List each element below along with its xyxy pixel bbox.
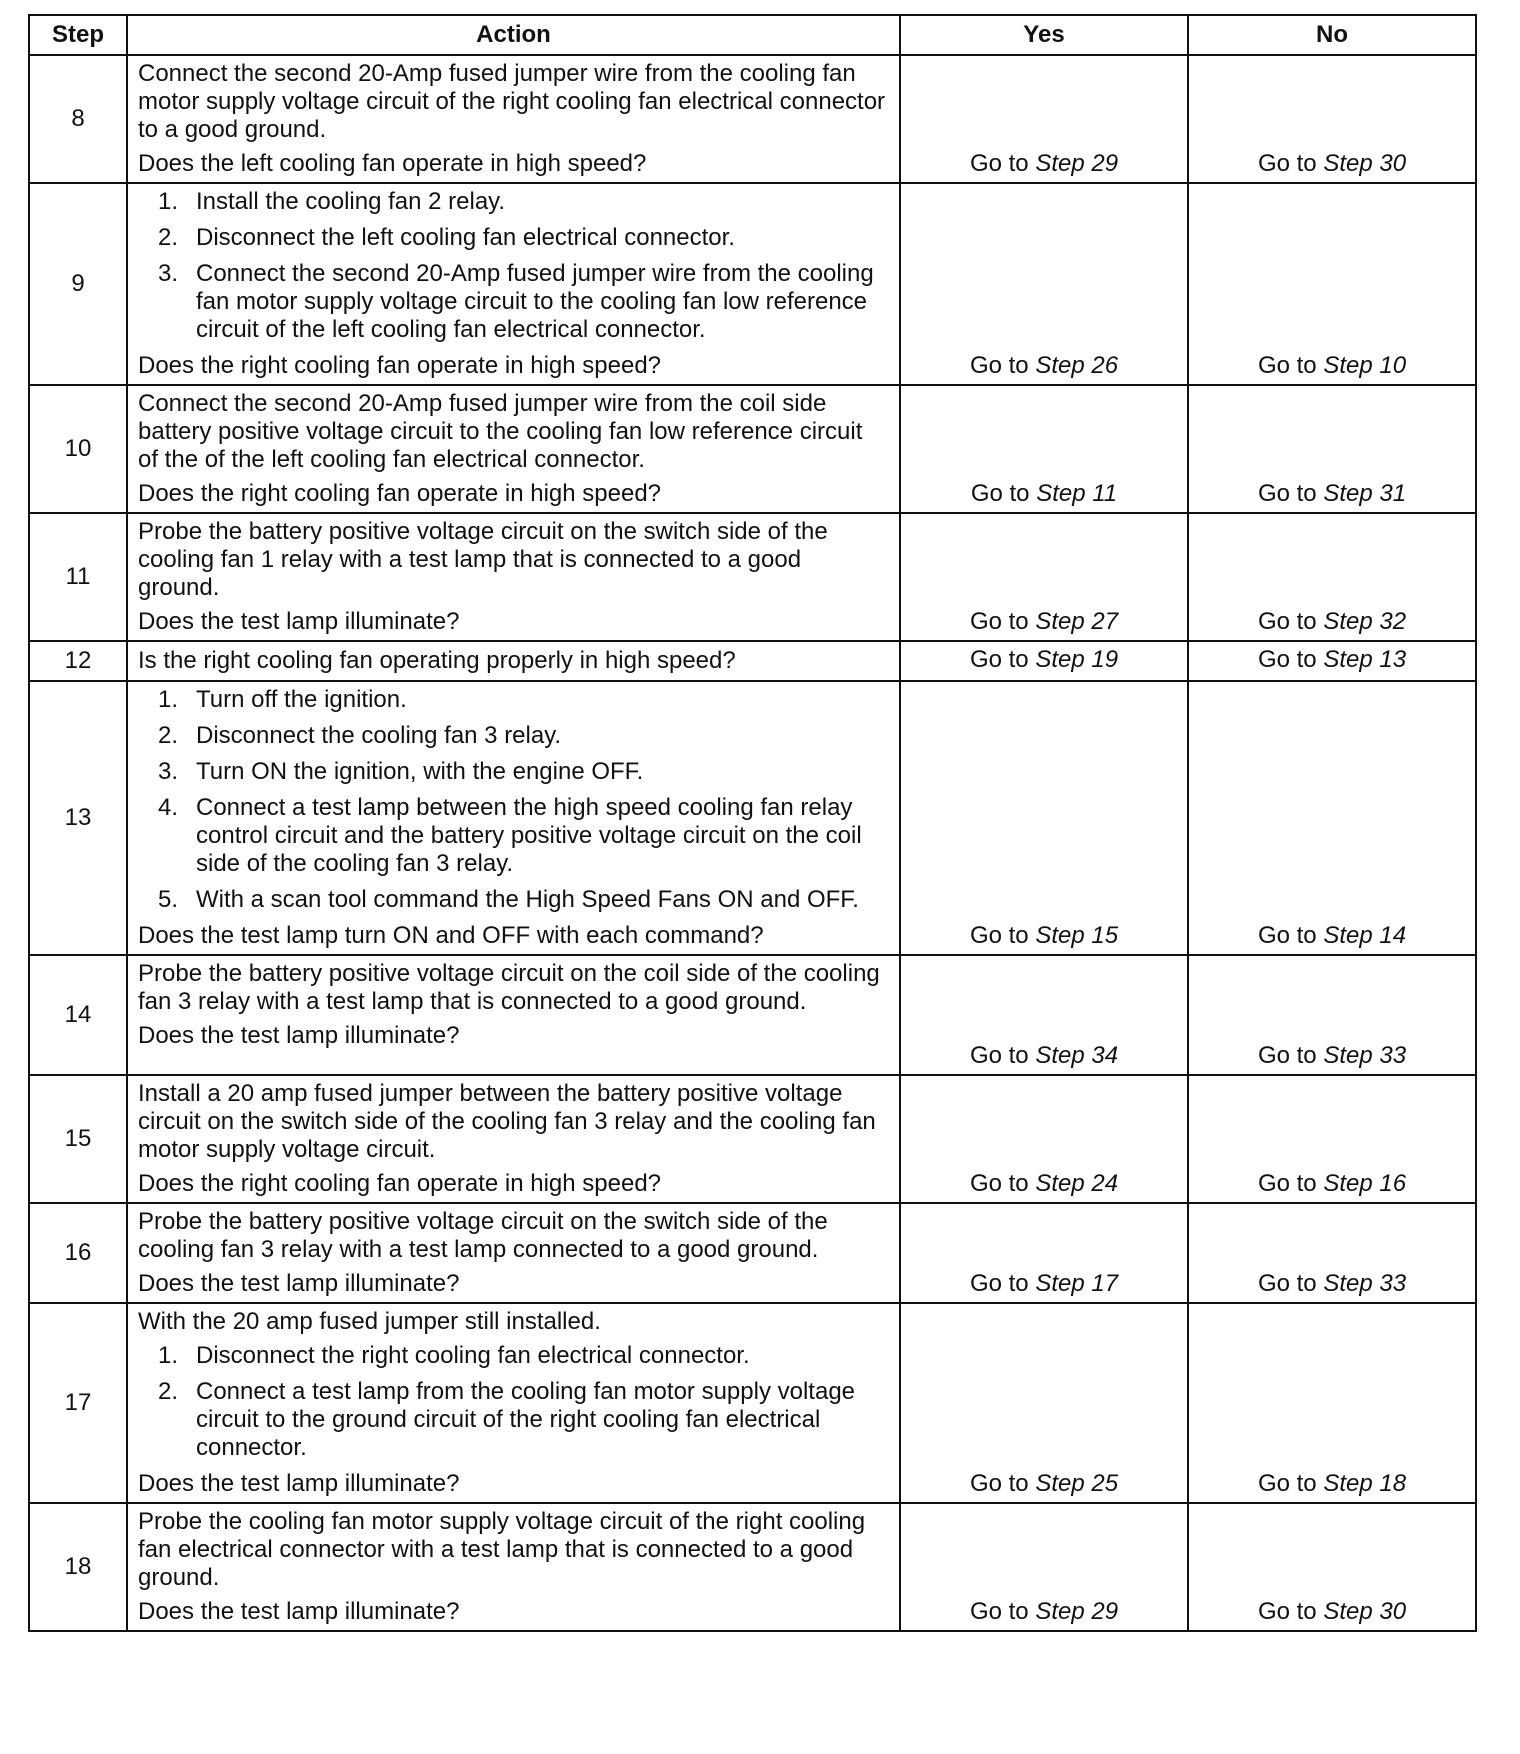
- table-body: [29, 55, 1476, 1631]
- goto-prefix: Go to: [969, 1598, 1029, 1625]
- table-row: [29, 1075, 1476, 1203]
- goto-step-link: [970, 352, 1118, 379]
- no-result-cell: [1188, 681, 1476, 955]
- goto-step-ref: Step 29: [1035, 1598, 1119, 1625]
- goto-step-link: [970, 1042, 1118, 1069]
- goto-prefix: Go to: [969, 922, 1029, 949]
- goto-step-link: [970, 646, 1118, 673]
- no-result-cell: [1188, 1503, 1476, 1631]
- yes-result-cell: [900, 1203, 1188, 1303]
- goto-step-ref: Step 13: [1323, 645, 1407, 673]
- table-row: [29, 183, 1476, 385]
- step-number: 18: [29, 1503, 127, 1631]
- goto-step-ref: Step 24: [1035, 1170, 1119, 1197]
- goto-step-link: [1258, 352, 1406, 379]
- action-question: Does the test lamp turn ON and OFF with each command?: [138, 922, 764, 949]
- table-row: [29, 1503, 1476, 1631]
- action-cell: [127, 183, 900, 385]
- action-cell: [127, 1075, 900, 1203]
- list-item: [138, 188, 889, 216]
- action-cell: [127, 641, 900, 681]
- goto-step-link: [970, 1470, 1118, 1497]
- list-item-number: 3.: [158, 260, 179, 287]
- goto-step-ref: Step 33: [1323, 1270, 1407, 1297]
- goto-step-link: [970, 922, 1118, 949]
- yes-result-cell: [900, 1303, 1188, 1503]
- action-instruction: Probe the cooling fan motor supply voltage circuit of the right cooling fan electrical connector with a test lamp that is connected to a good ground.: [138, 1508, 866, 1591]
- yes-result-cell: [900, 955, 1188, 1075]
- list-item-text: Connect a test lamp between the high speed cooling fan relay control circuit and the battery positive voltage circuit on the coil side of the cooling fan 3 relay.: [196, 794, 862, 877]
- goto-step-ref: Step 26: [1035, 352, 1119, 379]
- goto-step-ref: Step 10: [1323, 352, 1407, 379]
- goto-prefix: Go to: [969, 150, 1029, 177]
- no-result-cell: [1188, 513, 1476, 641]
- list-item-number: 4.: [158, 794, 179, 821]
- action-cell: [127, 681, 900, 955]
- yes-result-cell: [900, 641, 1188, 681]
- step-number: 8: [29, 55, 127, 183]
- goto-step-link: [970, 608, 1118, 635]
- goto-prefix: Go to: [1257, 645, 1317, 673]
- header-yes: Yes: [900, 15, 1188, 55]
- goto-prefix: Go to: [969, 1270, 1029, 1297]
- action-question: Does the test lamp illuminate?: [138, 1270, 460, 1297]
- list-item: [138, 1378, 889, 1462]
- no-result-cell: [1188, 641, 1476, 681]
- list-item-number: 2.: [158, 1378, 179, 1405]
- action-question: Does the test lamp illuminate?: [138, 608, 460, 635]
- no-result-cell: [1188, 385, 1476, 513]
- goto-step-link: [1258, 150, 1406, 177]
- goto-step-ref: Step 19: [1035, 645, 1119, 673]
- yes-result-cell: [900, 681, 1188, 955]
- action-question: Does the right cooling fan operate in high speed?: [138, 1170, 662, 1197]
- action-steps-list: [138, 1342, 889, 1462]
- step-number: 10: [29, 385, 127, 513]
- no-result-cell: [1188, 1075, 1476, 1203]
- list-item-text: Connect the second 20-Amp fused jumper wire from the cooling fan motor supply voltage circuit to the cooling fan low reference circuit of the left cooling fan electrical connector.: [196, 260, 874, 343]
- table-row: [29, 1303, 1476, 1503]
- action-instruction: Connect the second 20-Amp fused jumper wire from the cooling fan motor supply voltage circuit of the right cooling fan electrical connector to a good ground.: [138, 60, 886, 143]
- no-result-cell: [1188, 1303, 1476, 1503]
- goto-step-ref: Step 27: [1035, 608, 1119, 635]
- goto-prefix: Go to: [1257, 1270, 1317, 1297]
- goto-prefix: Go to: [969, 645, 1029, 673]
- list-item-text: Install the cooling fan 2 relay.: [196, 188, 506, 215]
- action-question: Does the test lamp illuminate?: [138, 1470, 460, 1497]
- yes-result-cell: [900, 513, 1188, 641]
- header-no: No: [1188, 15, 1476, 55]
- goto-prefix: Go to: [970, 480, 1030, 507]
- goto-step-link: [1258, 1170, 1406, 1197]
- action-question: Does the right cooling fan operate in high speed?: [138, 352, 662, 379]
- list-item-text: Connect a test lamp from the cooling fan motor supply voltage circuit to the ground circuit of the right cooling fan electrical connector.: [196, 1378, 856, 1461]
- action-cell: [127, 513, 900, 641]
- no-result-cell: [1188, 55, 1476, 183]
- list-item-number: 2.: [158, 722, 179, 749]
- goto-prefix: Go to: [969, 1470, 1029, 1497]
- goto-prefix: Go to: [1257, 480, 1317, 507]
- yes-result-cell: [900, 385, 1188, 513]
- goto-step-ref: Step 30: [1323, 150, 1407, 177]
- list-item-text: Turn off the ignition.: [196, 686, 407, 713]
- table-row: [29, 385, 1476, 513]
- action-question: Does the right cooling fan operate in high speed?: [138, 480, 662, 507]
- action-instruction: Connect the second 20-Amp fused jumper wire from the coil side battery positive voltage circuit to the cooling fan low reference circuit of the of the left cooling fan electrical connector.: [138, 390, 863, 473]
- goto-step-ref: Step 18: [1323, 1470, 1407, 1497]
- goto-step-link: [1258, 922, 1406, 949]
- goto-step-ref: Step 15: [1035, 922, 1119, 949]
- action-instruction: Probe the battery positive voltage circuit on the switch side of the cooling fan 3 relay with a test lamp connected to a good ground.: [138, 1208, 828, 1263]
- yes-result-cell: [900, 1503, 1188, 1631]
- list-item: [138, 686, 889, 714]
- goto-prefix: Go to: [1257, 1042, 1317, 1069]
- goto-step-ref: Step 25: [1035, 1470, 1119, 1497]
- goto-step-ref: Step 17: [1035, 1270, 1119, 1297]
- table-row: [29, 1203, 1476, 1303]
- goto-step-link: [1258, 480, 1406, 507]
- list-item: [138, 1342, 889, 1370]
- goto-step-ref: Step 31: [1323, 480, 1407, 507]
- step-number: 13: [29, 681, 127, 955]
- table-row: [29, 513, 1476, 641]
- action-cell: [127, 955, 900, 1075]
- goto-step-ref: Step 29: [1035, 150, 1119, 177]
- action-instruction: Probe the battery positive voltage circuit on the switch side of the cooling fan 1 relay with a test lamp that is connected to a good ground.: [138, 518, 828, 601]
- action-cell: [127, 1303, 900, 1503]
- list-item-number: 5.: [158, 886, 179, 913]
- step-number: 11: [29, 513, 127, 641]
- table-row: [29, 55, 1476, 183]
- goto-prefix: Go to: [969, 352, 1029, 379]
- goto-prefix: Go to: [1257, 1170, 1317, 1197]
- goto-step-link: [1258, 1042, 1406, 1069]
- yes-result-cell: [900, 183, 1188, 385]
- action-question: Does the test lamp illuminate?: [138, 1598, 460, 1625]
- action-instruction: With the 20 amp fused jumper still installed.: [138, 1308, 601, 1335]
- step-number: 14: [29, 955, 127, 1075]
- action-cell: [127, 1503, 900, 1631]
- goto-step-link: [1258, 1270, 1406, 1297]
- list-item-text: Disconnect the right cooling fan electrical connector.: [196, 1342, 750, 1369]
- goto-step-ref: Step 14: [1323, 922, 1407, 949]
- goto-step-link: [970, 1598, 1118, 1625]
- goto-prefix: Go to: [1257, 922, 1317, 949]
- goto-step-ref: Step 16: [1323, 1170, 1407, 1197]
- goto-prefix: Go to: [1257, 150, 1317, 177]
- action-cell: [127, 55, 900, 183]
- list-item: [138, 886, 889, 914]
- list-item-number: 1.: [158, 686, 179, 713]
- step-number: 9: [29, 183, 127, 385]
- list-item: [138, 758, 889, 786]
- list-item-number: 2.: [158, 224, 179, 251]
- list-item-text: With a scan tool command the High Speed Fans ON and OFF.: [196, 886, 859, 913]
- goto-step-link: [971, 480, 1117, 507]
- list-item: [138, 794, 889, 878]
- goto-step-link: [1258, 608, 1406, 635]
- goto-prefix: Go to: [969, 608, 1029, 635]
- yes-result-cell: [900, 55, 1188, 183]
- action-cell: [127, 1203, 900, 1303]
- goto-step-link: [1258, 646, 1406, 673]
- goto-step-ref: Step 34: [1035, 1042, 1119, 1069]
- goto-step-ref: Step 32: [1323, 608, 1407, 635]
- action-question: Is the right cooling fan operating properly in high speed?: [138, 647, 736, 674]
- step-number: 12: [29, 641, 127, 681]
- goto-step-ref: Step 11: [1036, 480, 1118, 507]
- header-step: Step: [29, 15, 127, 55]
- goto-step-ref: Step 33: [1323, 1042, 1407, 1069]
- list-item-text: Disconnect the cooling fan 3 relay.: [196, 722, 562, 749]
- action-steps-list: [138, 686, 889, 914]
- goto-step-link: [970, 1170, 1118, 1197]
- list-item: [138, 722, 889, 750]
- goto-prefix: Go to: [1257, 352, 1317, 379]
- action-steps-list: [138, 188, 889, 344]
- goto-step-link: [1258, 1470, 1406, 1497]
- goto-prefix: Go to: [1257, 608, 1317, 635]
- goto-prefix: Go to: [969, 1170, 1029, 1197]
- step-number: 16: [29, 1203, 127, 1303]
- goto-prefix: Go to: [1257, 1470, 1317, 1497]
- list-item: [138, 224, 889, 252]
- table-row: [29, 641, 1476, 681]
- step-number: 17: [29, 1303, 127, 1503]
- goto-prefix: Go to: [1257, 1598, 1317, 1625]
- header-row: [29, 15, 1476, 55]
- no-result-cell: [1188, 955, 1476, 1075]
- action-instruction: Install a 20 amp fused jumper between the battery positive voltage circuit on the switch side of the cooling fan 3 relay and the cooling fan motor supply voltage circuit.: [138, 1080, 876, 1163]
- list-item-text: Disconnect the left cooling fan electrical connector.: [196, 224, 735, 251]
- list-item-number: 3.: [158, 758, 179, 785]
- yes-result-cell: [900, 1075, 1188, 1203]
- action-instruction: Probe the battery positive voltage circuit on the coil side of the cooling fan 3 relay with a test lamp that is connected to a good ground.: [138, 960, 880, 1015]
- list-item-number: 1.: [158, 188, 179, 215]
- goto-prefix: Go to: [969, 1042, 1029, 1069]
- header-action: Action: [127, 15, 900, 55]
- list-item-number: 1.: [158, 1342, 179, 1369]
- table-row: [29, 955, 1476, 1075]
- action-cell: [127, 385, 900, 513]
- goto-step-ref: Step 30: [1323, 1598, 1407, 1625]
- list-item-text: Turn ON the ignition, with the engine OFF.: [196, 758, 644, 785]
- no-result-cell: [1188, 1203, 1476, 1303]
- diagnostic-table: [28, 14, 1477, 1632]
- action-question: Does the test lamp illuminate?: [138, 1022, 460, 1049]
- action-question: Does the left cooling fan operate in high speed?: [138, 150, 647, 177]
- no-result-cell: [1188, 183, 1476, 385]
- goto-step-link: [1258, 1598, 1406, 1625]
- goto-step-link: [970, 150, 1118, 177]
- step-number: 15: [29, 1075, 127, 1203]
- table-row: [29, 681, 1476, 955]
- goto-step-link: [970, 1270, 1118, 1297]
- list-item: [138, 260, 889, 344]
